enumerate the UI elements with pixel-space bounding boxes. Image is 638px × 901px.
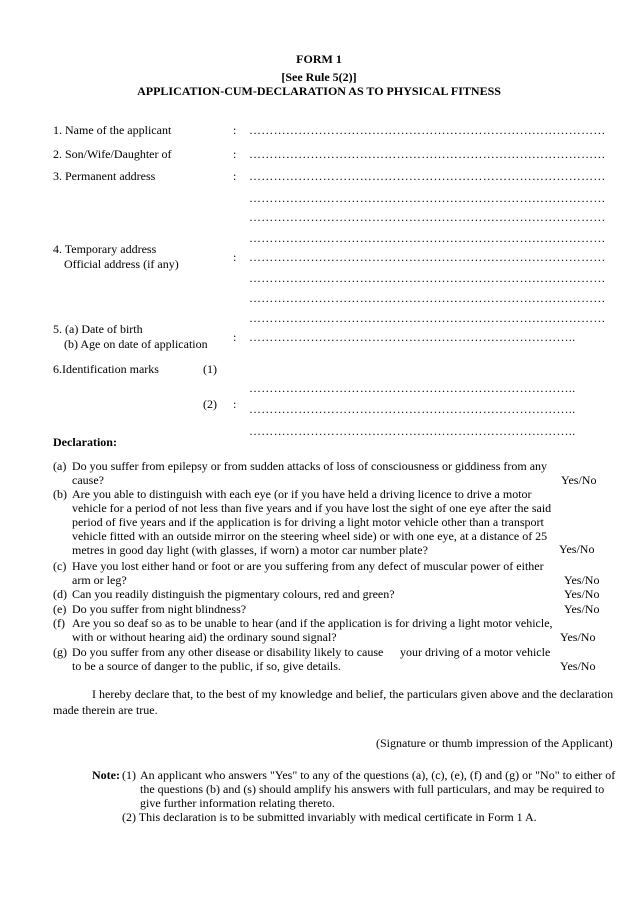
question-c-text-line-1: Have you lost either hand or foot or are you suffering from any defect of muscular power of either bbox=[72, 559, 544, 573]
name-dotted-line: …………………………………………………………………………… bbox=[249, 123, 606, 137]
question-f-label: (f) bbox=[53, 616, 65, 630]
question-a-text-line-2: cause? bbox=[72, 473, 104, 487]
identification-mark-2-label: (2) bbox=[203, 397, 217, 411]
field-temporary-address-label: 4. Temporary address bbox=[53, 242, 157, 256]
question-b-text-line-3: period of five years and if the application is for driving a light motor vehicle other than a transport bbox=[72, 515, 544, 529]
question-g-text-line-1a: Do you suffer from any other disease or disability likely to cause bbox=[72, 645, 384, 659]
question-g-label: (g) bbox=[53, 645, 67, 659]
question-b-label: (b) bbox=[53, 487, 67, 501]
rule-reference: [See Rule 5(2)] bbox=[281, 70, 357, 84]
form-number: FORM 1 bbox=[296, 52, 342, 66]
question-b-text-line-4: vehicle fitted with an outside mirror on the steering wheel side) or with one eye, at a distance of 25 bbox=[72, 529, 548, 543]
answer-yes-no: Yes/No bbox=[564, 587, 600, 601]
field-age-label: (b) Age on date of application bbox=[64, 337, 208, 351]
question-d-text: Can you readily distinguish the pigmentary colours, red and green? bbox=[72, 587, 395, 601]
field-identification-label: 6.Identification marks bbox=[53, 362, 159, 376]
answer-yes-no: Yes/No bbox=[559, 542, 595, 556]
temporary-dotted-line-3: …………………………………………………………………………… bbox=[249, 291, 606, 305]
temporary-dotted-line-1: …………………………………………………………………………… bbox=[249, 250, 606, 264]
question-g-text-line-2: to be a source of danger to the public, if so, give details. bbox=[72, 659, 341, 673]
answer-yes-no: Yes/No bbox=[564, 573, 600, 587]
colon: : bbox=[233, 330, 237, 344]
note-1-line-3: give further information relating thereto. bbox=[140, 796, 335, 810]
identification-dotted-line-1: …………………………………………………………………….. bbox=[249, 381, 576, 395]
note-label: Note: bbox=[92, 768, 120, 782]
form-title: APPLICATION-CUM-DECLARATION AS TO PHYSICAL FITNESS bbox=[137, 84, 501, 98]
question-c-text-line-2: arm or leg? bbox=[72, 573, 127, 587]
colon: : bbox=[233, 169, 237, 183]
question-e-text: Do you suffer from night blindness? bbox=[72, 602, 247, 616]
question-a-text-line-1: Do you suffer from epilepsy or from sudden attacks of loss of consciousness or giddiness from any bbox=[72, 459, 548, 473]
question-f-text-line-2: with or without hearing aid) the ordinary sound signal? bbox=[72, 630, 337, 644]
field-permanent-address-label: 3. Permanent address bbox=[53, 169, 156, 183]
relation-dotted-line: …………………………………………………………………………… bbox=[249, 147, 606, 161]
colon: : bbox=[233, 397, 237, 411]
permanent-dotted-line-2: …………………………………………………………………………… bbox=[249, 191, 606, 205]
answer-yes-no: Yes/No bbox=[560, 659, 596, 673]
identification-dotted-line-2: …………………………………………………………………….. bbox=[249, 402, 576, 416]
identification-mark-1-label: (1) bbox=[203, 362, 217, 376]
field-relation-label: 2. Son/Wife/Daughter of bbox=[53, 147, 172, 161]
field-official-address-label: Official address (if any) bbox=[64, 257, 179, 271]
question-f-text-line-1: Are you so deaf so as to be unable to hear (and if the application is for driving a light motor vehicle, bbox=[72, 616, 553, 630]
temporary-dotted-line-2: …………………………………………………………………………… bbox=[249, 271, 606, 285]
field-dob-label: 5. (a) Date of birth bbox=[53, 322, 143, 336]
temporary-dotted-line-4: …………………………………………………………………………… bbox=[249, 311, 606, 325]
question-b-text-line-1: Are you able to distinguish with each eye (or if you have held a driving licence to drive a motor bbox=[72, 487, 532, 501]
question-c-label: (c) bbox=[53, 559, 67, 573]
note-2: (2) This declaration is to be submitted invariably with medical certificate in Form 1 A. bbox=[122, 810, 537, 824]
permanent-dotted-line-3: …………………………………………………………………………… bbox=[249, 210, 606, 224]
question-g-text-line-1b: your driving of a motor vehicle bbox=[400, 645, 551, 659]
answer-yes-no: Yes/No bbox=[561, 473, 597, 487]
colon: : bbox=[233, 250, 237, 264]
question-b-text-line-5: metres in good day light (with glasses, if worn) a motor car number plate? bbox=[72, 543, 428, 557]
permanent-dotted-line-1: …………………………………………………………………………… bbox=[249, 169, 606, 183]
permanent-dotted-line-4: …………………………………………………………………………… bbox=[249, 231, 606, 245]
signature-caption: (Signature or thumb impression of the Applicant) bbox=[376, 736, 613, 750]
declaration-heading: Declaration: bbox=[53, 435, 117, 449]
question-b-text-line-2: vehicle for a period of not less than five years and if you have lost the sight of one eye after the said bbox=[72, 501, 552, 515]
note-1-line-1: An applicant who answers "Yes" to any of the questions (a), (c), (e), (f) and (g) or "No" to either of bbox=[140, 768, 616, 782]
field-name-label: 1. Name of the applicant bbox=[53, 123, 172, 137]
declaration-statement-line-2: made therein are true. bbox=[53, 703, 158, 717]
identification-dotted-line-3: …………………………………………………………………….. bbox=[249, 424, 576, 438]
question-d-label: (d) bbox=[53, 587, 67, 601]
answer-yes-no: Yes/No bbox=[564, 602, 600, 616]
question-e-label: (e) bbox=[53, 602, 67, 616]
colon: : bbox=[233, 123, 237, 137]
dob-dotted-line: …………………………………………………………………….. bbox=[249, 330, 576, 344]
question-a-label: (a) bbox=[53, 459, 67, 473]
note-1-line-2: the questions (b) and (s) should amplify his answers with full particulars, and may be required to bbox=[140, 782, 605, 796]
answer-yes-no: Yes/No bbox=[560, 630, 596, 644]
note-1-number: (1) bbox=[122, 768, 136, 782]
colon: : bbox=[233, 147, 237, 161]
declaration-statement-line-1: I hereby declare that, to the best of my knowledge and belief, the particulars given above and the declaration bbox=[92, 687, 614, 701]
